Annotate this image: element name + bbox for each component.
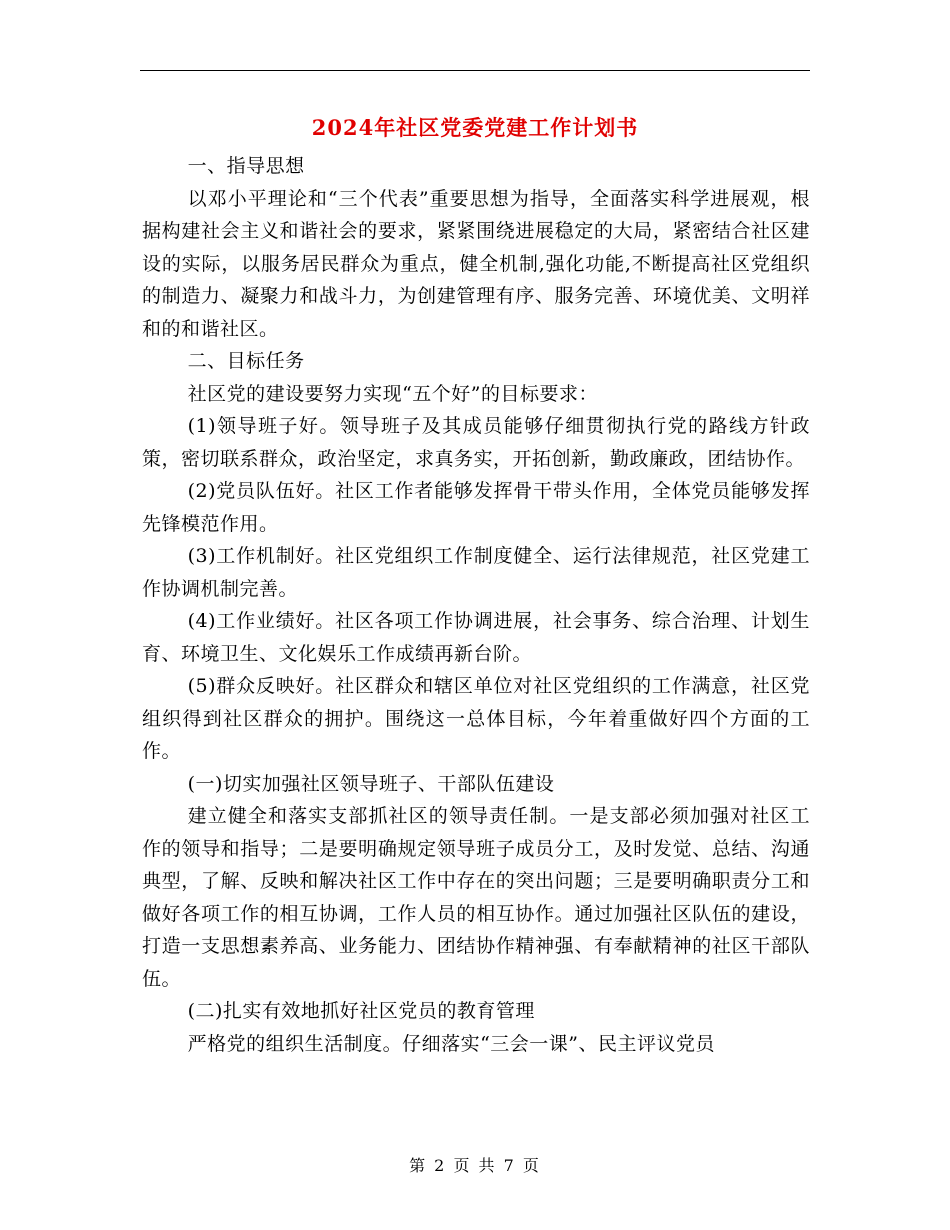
document-body	[142, 150, 810, 1060]
paragraph: 以邓小平理论和“三个代表”重要思想为指导，全面落实科学进展观，根据构建社会主义和谐社会的要求，紧紧围绕进展稳定的大局，紧密结合社区建设的实际，以服务居民群众为重点，健全机制,强化功能,不断提高社区党组织的制造力、凝聚力和战斗力，为创建管理有序、服务完善、环境优美、文明祥和的和谐社区。	[142, 187, 810, 340]
subsection-heading-2: (二)扎实有效地抓好社区党员的教育管理	[187, 1000, 535, 1022]
paragraph: 社区党的建设要努力实现“五个好”的目标要求：	[187, 382, 599, 405]
subsection-heading-1: (一)切实加强社区领导班子、干部队伍建设	[187, 772, 555, 795]
list-item: (2)党员队伍好。社区工作者能够发挥骨干带头作用，全体党员能够发挥先锋模范作用。	[142, 480, 810, 535]
list-item: (4)工作业绩好。社区各项工作协调进展，社会事务、综合治理、计划生育、环境卫生、文化娱乐工作成绩再新台阶。	[142, 610, 810, 665]
document-title: 2024年社区党委党建工作计划书	[311, 115, 639, 140]
header-rule	[140, 70, 810, 71]
section-heading-1: 一、指导思想	[187, 155, 305, 177]
paragraph: 建立健全和落实支部抓社区的领导责任制。一是支部必须加强对社区工作的领导和指导；二是要明确规定领导班子成员分工，及时发觉、总结、沟通典型，了解、反映和解决社区工作中存在的突出问题；三是要明确职责分工和做好各项工作的相互协调，工作人员的相互协作。通过加强社区队伍的建设，打造一支思想素养高、业务能力、团结协作精神强、有奉献精神的社区干部队伍。	[142, 805, 810, 990]
page-footer: 第 2 页 共 7 页	[409, 1156, 541, 1175]
list-item: (1)领导班子好。领导班子及其成员能够仔细贯彻执行党的路线方针政策，密切联系群众，政治坚定，求真务实，开拓创新，勤政廉政，团结协作。	[142, 415, 810, 470]
section-heading-2: 二、目标任务	[187, 350, 305, 372]
list-item: (3)工作机制好。社区党组织工作制度健全、运行法律规范，社区党建工作协调机制完善。	[142, 545, 810, 600]
list-item: (5)群众反映好。社区群众和辖区单位对社区党组织的工作满意，社区党组织得到社区群众的拥护。围绕这一总体目标，今年着重做好四个方面的工作。	[142, 675, 810, 762]
paragraph: 严格党的组织生活制度。仔细落实“三会一课”、民主评议党员	[187, 1032, 716, 1055]
